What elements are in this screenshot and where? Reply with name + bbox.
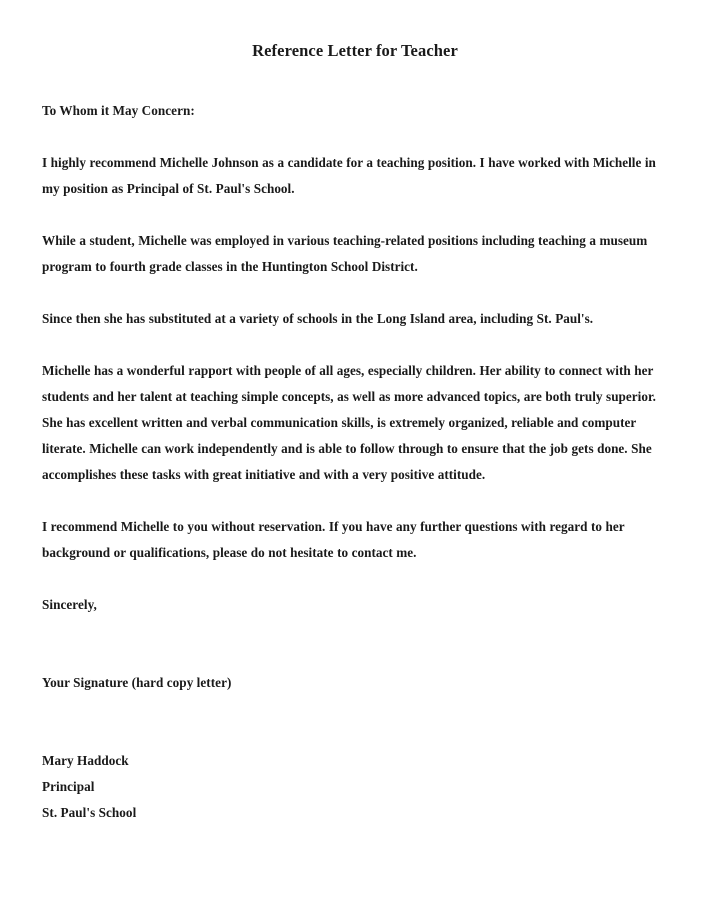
signer-title: Principal [42,779,95,794]
signer-name: Mary Haddock [42,753,129,768]
signature-placeholder: Your Signature (hard copy letter) [42,675,232,690]
paragraph-substitute-teaching: Since then she has substituted at a variety of schools in the Long Island area, including St. Paul's. [42,311,594,326]
salutation: To Whom it May Concern: [42,103,195,118]
signature-block-gap [42,696,672,748]
signer-organization: St. Paul's School [42,805,137,820]
paragraph-skills-and-qualities: Michelle has a wonderful rapport with people of all ages, especially children. Her ability to connect with her students and her talent at teaching simple concepts, as well as more advanced topics, are both truly superior. She has excellent written and verbal communication skills, is extremely organized, reliable and computer literate. Michelle can work independently and is able to follow through to ensure that the job gets done. She accomplishes these tasks with great initiative and with a very positive attitude. [42,363,656,482]
paragraph-closing-recommendation: I recommend Michelle to you without reservation. If you have any further questions with regard to her background or qualifications, please do not hesitate to contact me. [42,519,625,560]
signature-space [42,618,672,670]
letter-body [42,98,672,826]
closing-salutation: Sincerely, [42,597,97,612]
page-title: Reference Letter for Teacher [252,41,458,60]
paragraph-employment-history: While a student, Michelle was employed in various teaching-related positions including teaching a museum program to fourth grade classes in the Huntington School District. [42,233,648,274]
paragraph-recommendation-intro: I highly recommend Michelle Johnson as a candidate for a teaching position. I have worked with Michelle in my position as Principal of St. Paul's School. [42,155,656,196]
